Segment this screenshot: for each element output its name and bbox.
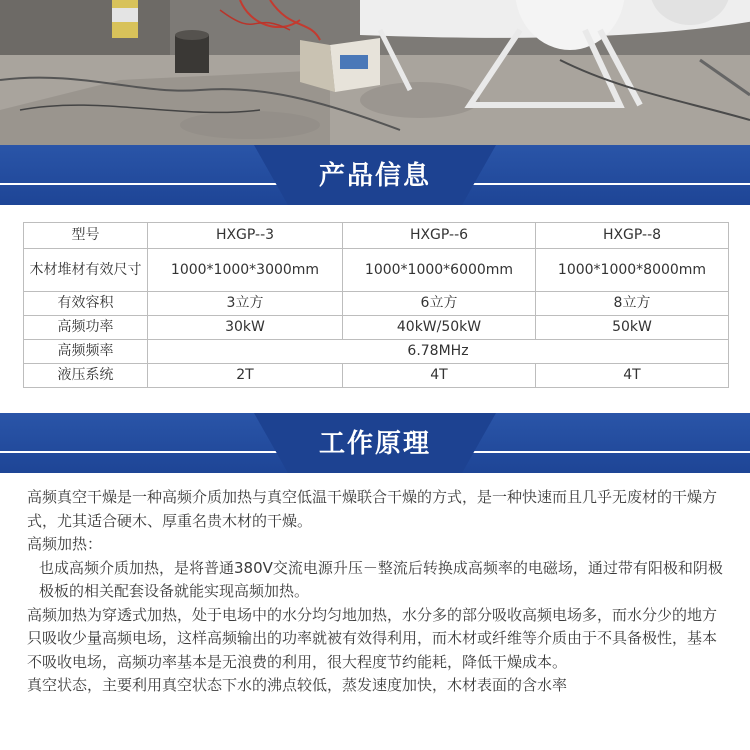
section-header-working-principle bbox=[0, 413, 750, 473]
spec-table bbox=[23, 222, 729, 388]
table-row bbox=[24, 340, 729, 364]
paragraph: 真空状态，主要利用真空状态下水的沸点较低，蒸发速度加快，木材表面的含水率 bbox=[27, 676, 568, 694]
row-label: 有效容积 bbox=[24, 292, 148, 316]
description-text bbox=[27, 486, 727, 698]
table-row bbox=[24, 249, 729, 292]
row-label: 木材堆材有效尺寸 bbox=[24, 249, 148, 292]
section-title: 工作原理 bbox=[318, 429, 431, 459]
row-label: 液压系统 bbox=[24, 364, 148, 388]
table-cell: HXGP--8 bbox=[536, 223, 729, 249]
section-title: 产品信息 bbox=[318, 161, 431, 191]
product-photo bbox=[0, 0, 750, 145]
table-cell: 1000*1000*8000mm bbox=[536, 249, 729, 292]
table-cell: 2T bbox=[148, 364, 343, 388]
table-cell: 4T bbox=[536, 364, 729, 388]
row-label: 高频功率 bbox=[24, 316, 148, 340]
row-label: 型号 bbox=[24, 223, 148, 249]
table-cell: 8立方 bbox=[536, 292, 729, 316]
table-cell: 50kW bbox=[536, 316, 729, 340]
table-cell: 4T bbox=[343, 364, 536, 388]
paragraph: 高频真空干燥是一种高频介质加热与真空低温干燥联合干燥的方式，是一种快速而且几乎无废材的干燥方式，尤其适合硬木、厚重名贵木材的干燥。 bbox=[27, 488, 718, 530]
table-cell: 30kW bbox=[148, 316, 343, 340]
row-label: 高频频率 bbox=[24, 340, 148, 364]
paragraph: 高频加热： bbox=[27, 535, 103, 553]
table-cell: 40kW/50kW bbox=[343, 316, 536, 340]
table-cell: 1000*1000*3000mm bbox=[148, 249, 343, 292]
table-cell-merged: 6.78MHz bbox=[148, 340, 729, 364]
table-row bbox=[24, 364, 729, 388]
table-row bbox=[24, 223, 729, 249]
table-cell: 1000*1000*6000mm bbox=[343, 249, 536, 292]
table-cell: HXGP--6 bbox=[343, 223, 536, 249]
table-row bbox=[24, 292, 729, 316]
table-cell: 6立方 bbox=[343, 292, 536, 316]
paragraph: 高频加热为穿透式加热，处于电场中的水分均匀地加热，水分多的部分吸收高频电场多，而水分少的地方只吸收少量高频电场，这样高频输出的功率就被有效得利用，而木材或纤维等介质由于不具备极性，基本不吸收电场，高频功率基本是无浪费的利用，很大程度节约能耗，降低干燥成本。 bbox=[27, 605, 718, 671]
table-cell: 3立方 bbox=[148, 292, 343, 316]
section-header-product-info bbox=[0, 145, 750, 205]
paragraph: 也成高频介质加热，是将普通380V交流电源升压－整流后转换成高频率的电磁场，通过带有阳极和阴极极板的相关配套设备就能实现高频加热。 bbox=[39, 558, 723, 600]
table-cell: HXGP--3 bbox=[148, 223, 343, 249]
table-row bbox=[24, 316, 729, 340]
